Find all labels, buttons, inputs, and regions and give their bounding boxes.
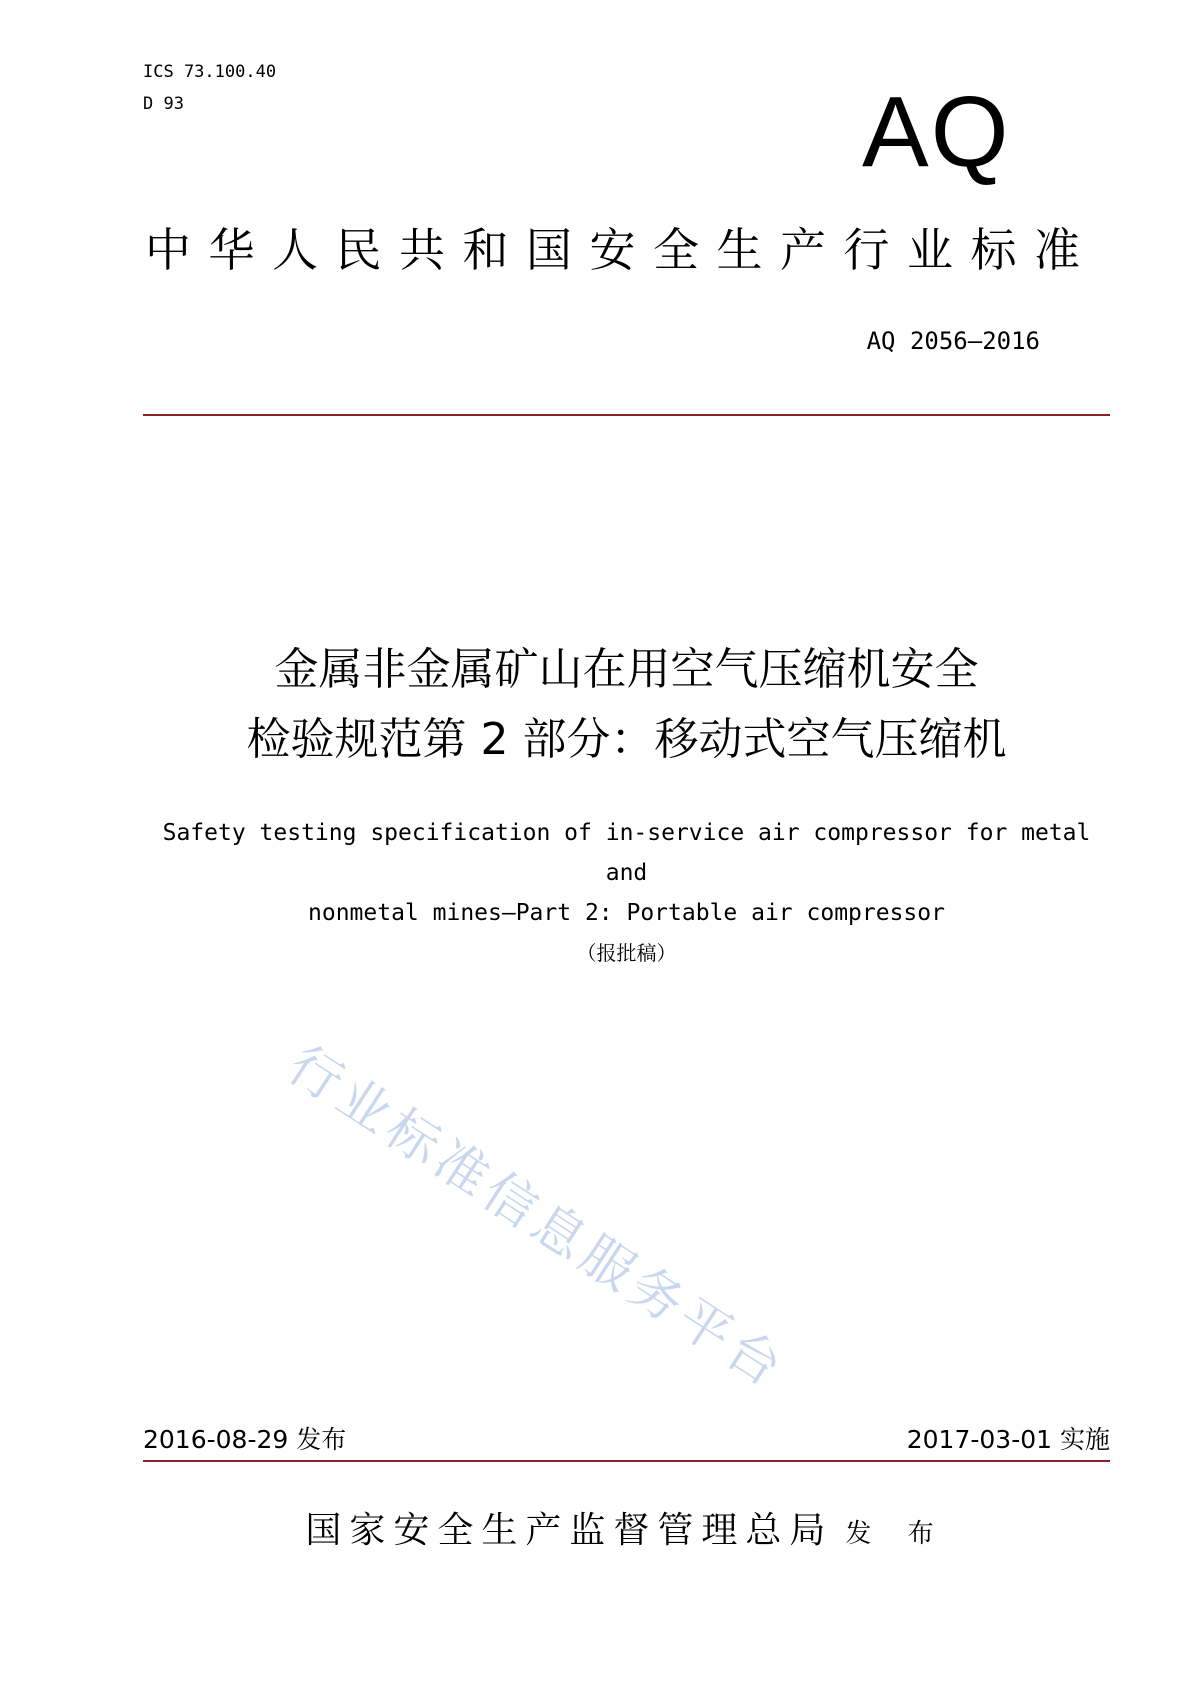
- ics-code: ICS 73.100.40: [143, 62, 277, 82]
- implementation-date: 2017-03-01 实施: [906, 1425, 1110, 1454]
- chinese-title-line-1: 金属非金属矿山在用空气压缩机安全: [274, 644, 979, 695]
- aq-logo: AQ: [862, 76, 1011, 188]
- standard-number: AQ 2056—2016: [866, 327, 1040, 355]
- watermark: 行业标准信息服务平台: [277, 1035, 797, 1402]
- industry-standard-heading: 中华人民共和国安全生产行业标准: [145, 223, 1098, 277]
- draft-status: （报批稿）: [576, 941, 677, 965]
- issue-date: 2016-08-29 发布: [143, 1425, 347, 1454]
- publisher-name: 国家安全生产监督管理总局: [305, 1510, 834, 1551]
- classification-code: D 93: [143, 94, 184, 114]
- chinese-title-line-2: 检验规范第 2 部分：移动式空气压缩机: [246, 714, 1007, 765]
- publisher: [143, 1506, 1110, 1559]
- english-title-line-1: Safety testing specification of in-service air compressor for metal and: [162, 820, 1091, 886]
- top-divider: [143, 414, 1110, 416]
- english-title: [143, 813, 1110, 933]
- english-title-line-2: nonmetal mines—Part 2: Portable air compressor: [308, 900, 945, 926]
- bottom-divider: [143, 1460, 1110, 1462]
- publisher-suffix: 发 布: [845, 1519, 948, 1549]
- chinese-title: [143, 635, 1110, 775]
